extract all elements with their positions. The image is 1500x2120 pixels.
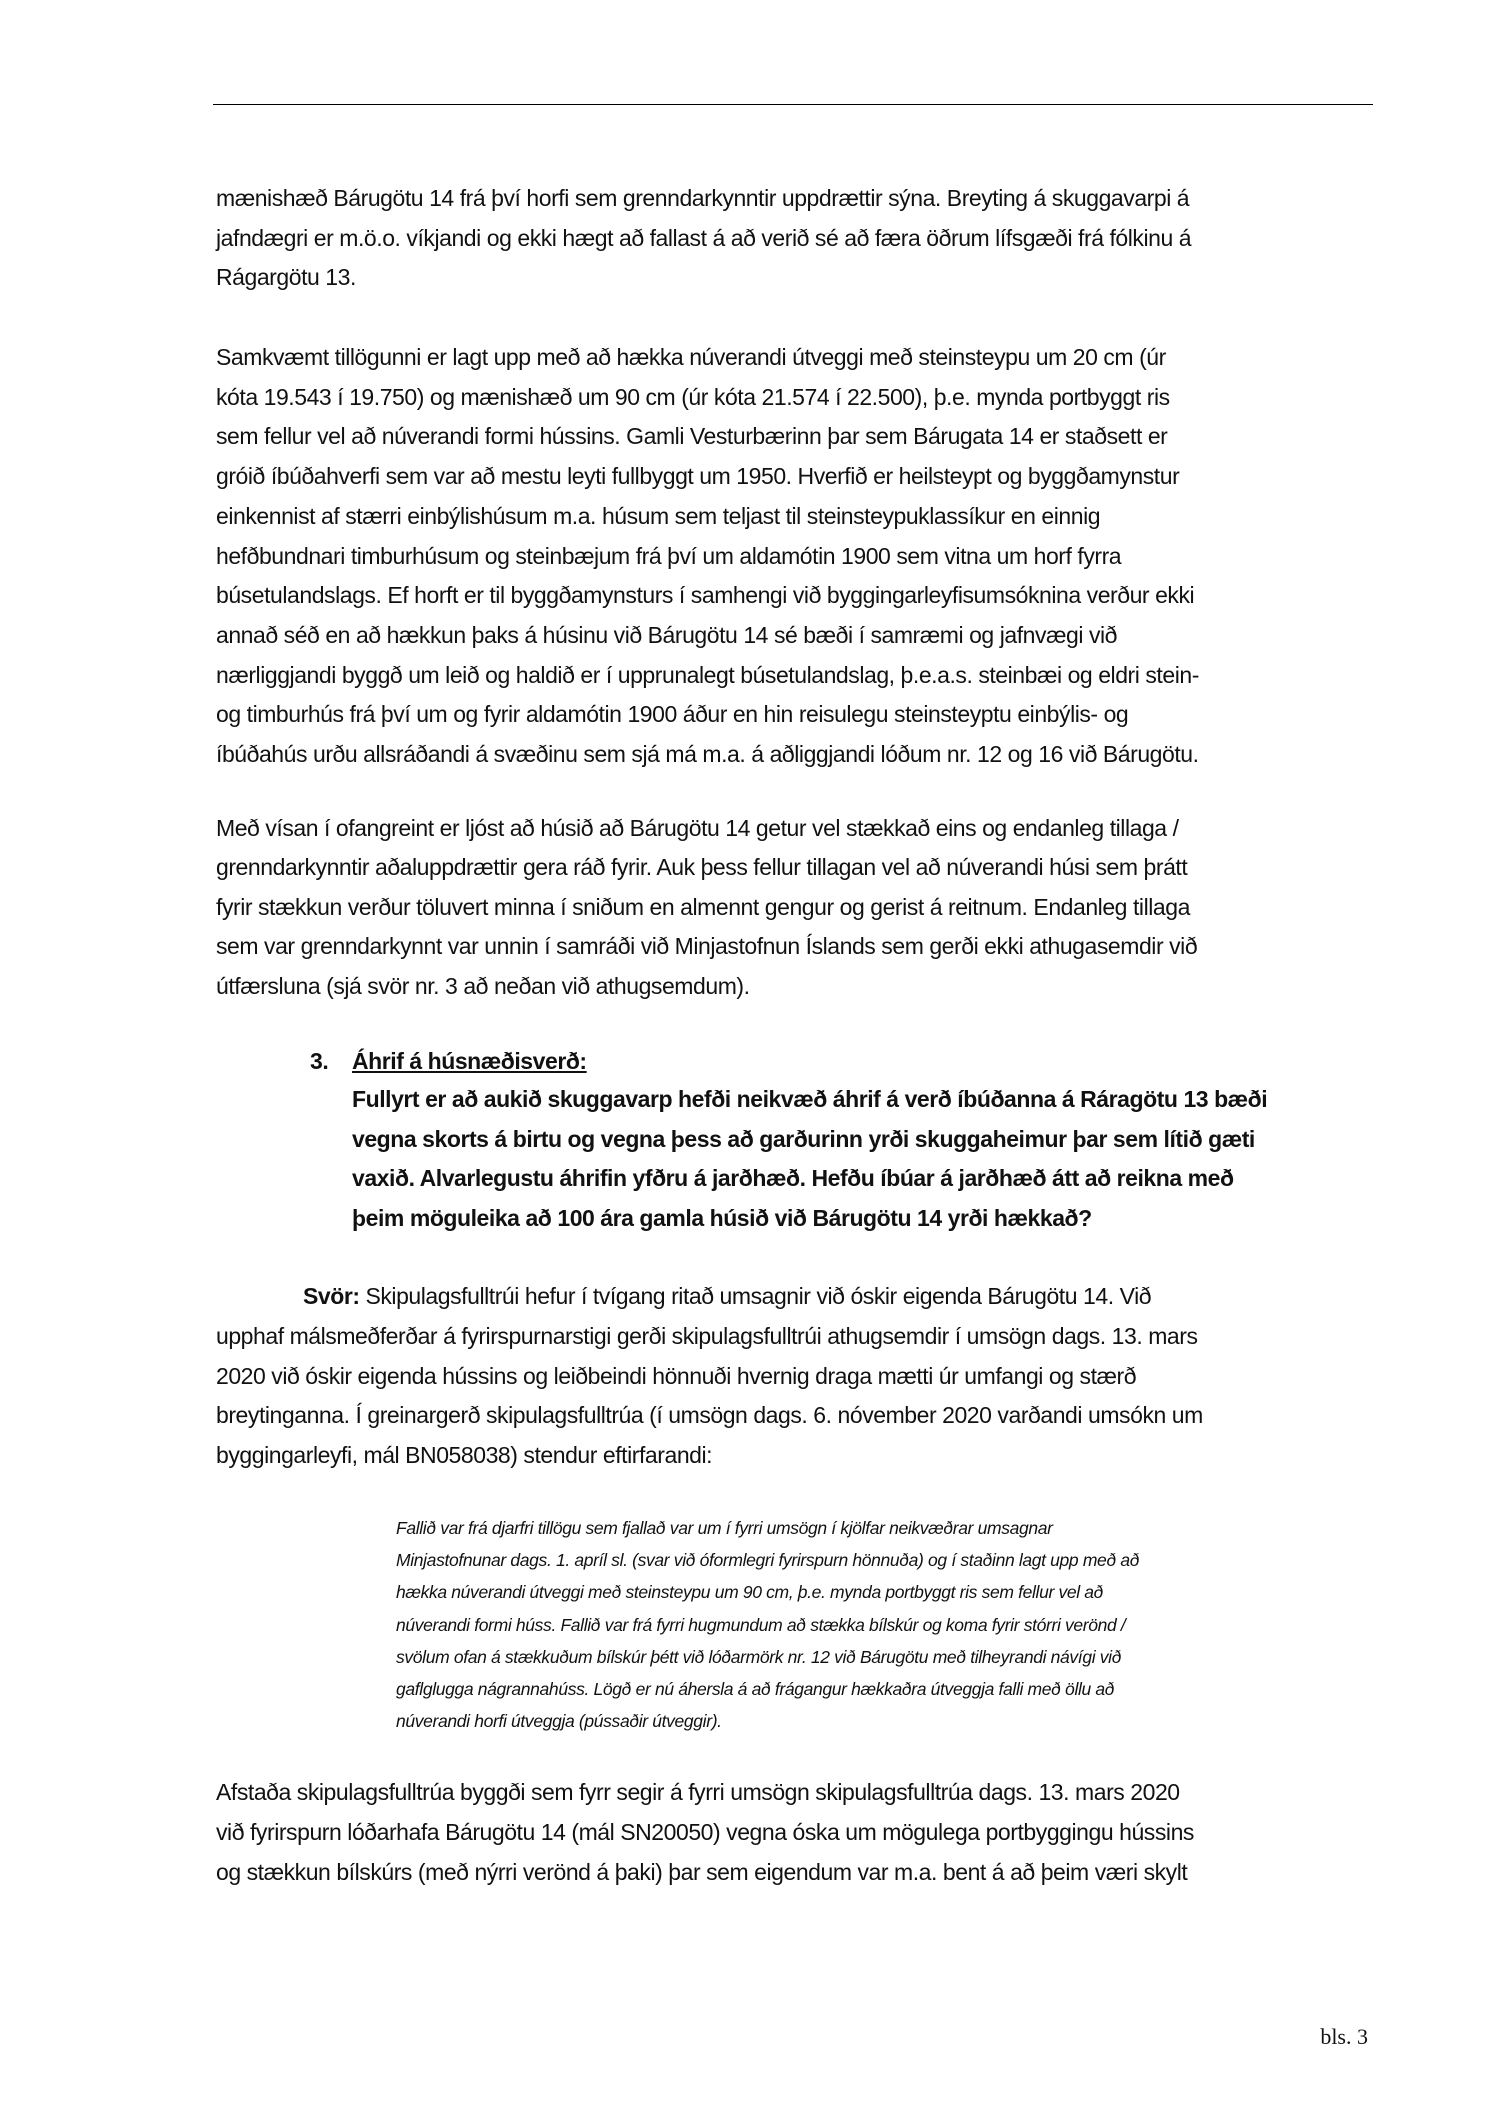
objection-line: vaxið. Alvarlegustu áhrifin yfðru á jarðhæð. Hefðu íbúar á jarðhæð átt að reikna með: [352, 1165, 1234, 1192]
answer-line: byggingarleyfi, mál BN058038) stendur eftirfarandi:: [216, 1442, 713, 1469]
paragraph-line: Með vísan í ofangreint er ljóst að húsið að Bárugötu 14 getur vel stækkað eins og endanleg tillaga /: [216, 815, 1179, 841]
section-title: Áhrif á húsnæðisverð:: [352, 1048, 587, 1074]
page-number: bls. 3: [1320, 2024, 1368, 2049]
paragraph-line: mænishæð Bárugötu 14 frá því horfi sem grenndarkynntir uppdrættir sýna. Breyting á skuggavarpi á: [216, 185, 1190, 211]
paragraph-line: Afstaða skipulagsfulltrúa byggði sem fyrr segir á fyrri umsögn skipulagsfulltrúa dags. 13. mars 2020: [216, 1779, 1180, 1805]
paragraph-line: kóta 19.543 í 19.750) og mænishæð um 90 cm (úr kóta 21.574 í 22.500), þ.e. mynda portbyggt ris: [216, 383, 1170, 410]
quote-line: svölum ofan á stækkuðum bílskúr þétt við lóðarmörk nr. 12 við Bárugötu með tilheyrandi návígi við: [396, 1646, 1122, 1667]
paragraph-line: og timburhús frá því um og fyrir aldamótin 1900 áður en hin reisulegu steinsteyptu einbýlis- og: [216, 701, 1129, 728]
objection-line: Fullyrt er að aukið skuggavarp hefði neikvæð áhrif á verð íbúðanna á Ráragötu 13 bæði: [352, 1086, 1268, 1112]
quote-line: núverandi formi húss. Fallið var frá fyrri hugmundum að stækka bílskúr og koma fyrir stórri verönd /: [396, 1614, 1126, 1635]
answer-line: breytinganna. Í greinargerð skipulagsfulltrúa (í umsögn dags. 6. nóvember 2020 varðandi umsókn um: [216, 1402, 1203, 1429]
quote-line: gaflglugga nágrannahúss. Lögð er nú áhersla á að frágangur hækkaðra útveggja falli með öllu að: [396, 1679, 1115, 1699]
answer-text: Skipulagsfulltrúi hefur í tvígang ritað umsagnir við óskir eigenda Bárugötu 14. Við: [359, 1283, 1152, 1309]
paragraph-line: grenndarkynntir aðaluppdrættir gera ráð fyrir. Auk þess fellur tillagan vel að núverandi húsi sem þrátt: [216, 854, 1188, 881]
paragraph-line: íbúðahús urðu allsráðandi á svæðinu sem sjá má m.a. á aðliggjandi lóðum nr. 12 og 16 við Bárugötu.: [216, 741, 1199, 767]
answer-line: 2020 við óskir eigenda hússins og leiðbeindi hönnuði hvernig draga mætti úr umfangi og stærð: [216, 1362, 1137, 1389]
answer-line: [303, 1276, 1151, 1316]
objection-line: vegna skorts á birtu og vegna þess að garðurinn yrði skuggaheimur þar sem lítið gæti: [352, 1125, 1255, 1152]
quote-line: hækka núverandi útveggi með steinsteypu um 90 cm, þ.e. mynda portbyggt ris sem fellur vel að: [396, 1582, 1104, 1603]
header-rule: [213, 104, 1373, 105]
paragraph-line: útfærsluna (sjá svör nr. 3 að neðan við athugsemdum).: [216, 972, 750, 999]
paragraph-line: gróið íbúðahverfi sem var að mestu leyti fullbyggt um 1950. Hverfið er heilsteypt og byggðamynstur: [216, 463, 1180, 490]
paragraph-line: sem var grenndarkynnt var unnin í samráði við Minjastofnun Íslands sem gerði ekki athugasemdir við: [216, 933, 1198, 960]
answer-label: Svör:: [303, 1283, 360, 1309]
paragraph-line: nærliggjandi byggð um leið og haldið er í upprunalegt búsetulandslag, þ.e.a.s. steinbæi og eldri stein-: [216, 661, 1199, 688]
paragraph-line: annað séð en að hækkun þaks á húsinu við Bárugötu 14 sé bæði í samræmi og jafnvægi við: [216, 621, 1118, 648]
paragraph-line: Samkvæmt tillögunni er lagt upp með að hækka núverandi útveggi með steinsteypu um 20 cm (úr: [216, 344, 1166, 370]
paragraph-line: við fyrirspurn lóðarhafa Bárugötu 14 (mál SN20050) vegna óska um mögulega portbyggingu hússins: [216, 1819, 1194, 1845]
paragraph-line: Rágargötu 13.: [216, 264, 356, 291]
paragraph-line: sem fellur vel að núverandi formi hússins. Gamli Vesturbærinn þar sem Bárugata 14 er staðsett er: [216, 423, 1168, 450]
paragraph-line: og stækkun bílskúrs (með nýrri verönd á þaki) þar sem eigendum var m.a. bent á að þeim væri skylt: [216, 1859, 1188, 1885]
paragraph-line: búsetulandslags. Ef horft er til byggðamynsturs í samhengi við byggingarleyfisumsóknina verður ekki: [216, 582, 1195, 609]
quote-line: núverandi horfi útveggja (pússaðir útveggir).: [396, 1711, 722, 1732]
paragraph-line: fyrir stækkun verður töluvert minna í sniðum en almennt gengur og gerist á reitnum. Endanleg tillaga: [216, 893, 1190, 920]
quote-line: Minjastofnunar dags. 1. apríl sl. (svar við óformlegri fyrirspurn hönnuða) og í staðinn lagt upp með að: [396, 1550, 1140, 1571]
answer-line: upphaf málsmeðferðar á fyrirspurnarstigi gerði skipulagsfulltrúi athugsemdir í umsögn dags. 13. mars: [216, 1322, 1198, 1349]
paragraph-line: jafndægri er m.ö.o. víkjandi og ekki hægt að fallast á að verið sé að færa öðrum lífsgæði frá fólkinu á: [216, 224, 1192, 251]
objection-line: þeim möguleika að 100 ára gamla húsið við Bárugötu 14 yrði hækkað?: [352, 1205, 1092, 1232]
paragraph-line: hefðbundnari timburhúsum og steinbæjum frá því um aldamótin 1900 sem vitna um horf fyrra: [216, 542, 1122, 569]
section-number: 3.: [310, 1048, 329, 1074]
quote-line: Fallið var frá djarfri tillögu sem fjallað var um í fyrri umsögn í kjölfar neikvæðrar umsagnar: [396, 1518, 1053, 1538]
paragraph-line: einkennist af stærri einbýlishúsum m.a. húsum sem teljast til steinsteypuklassíkur en einnig: [216, 502, 1101, 529]
